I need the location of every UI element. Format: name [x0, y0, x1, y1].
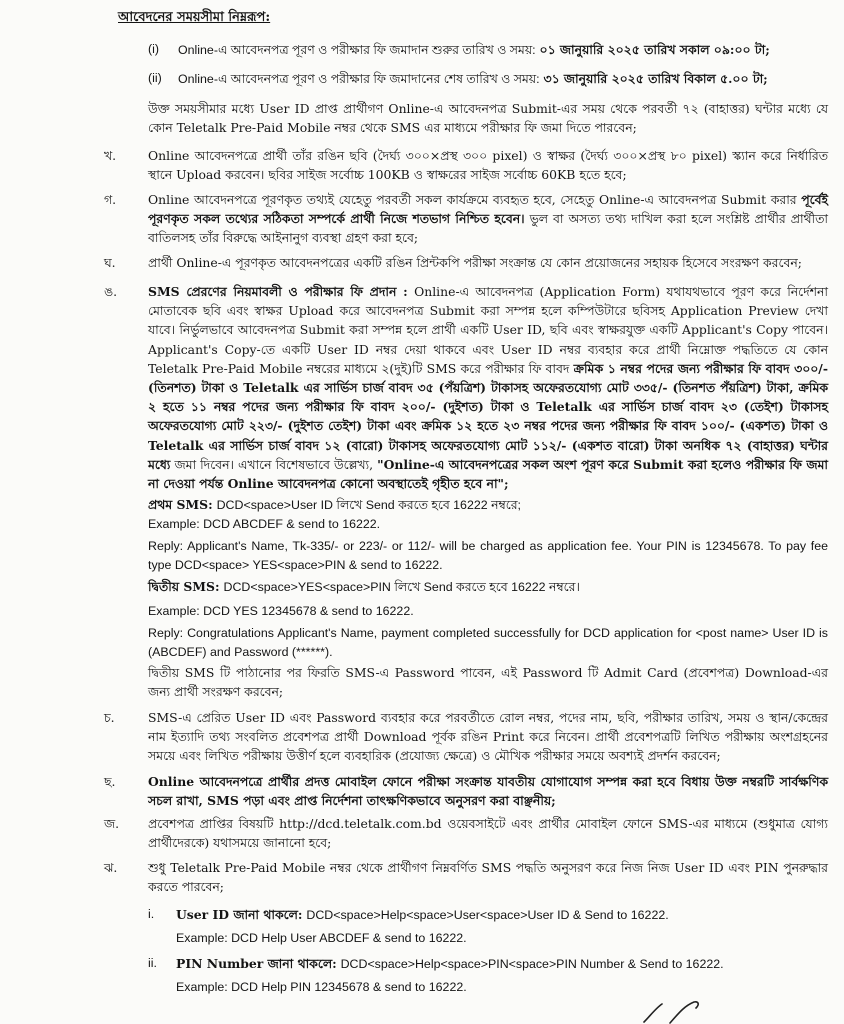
item-label-kha: খ. [104, 148, 117, 163]
timeline-text: Online-এ আবেদনপত্র পূরণ ও পরীক্ষার ফি জমাদান শুরুর তারিখ ও সময়: [178, 43, 536, 57]
item-uma [148, 282, 828, 493]
item-label-cha: চ. [104, 710, 115, 725]
item-label-ga: গ. [104, 192, 117, 207]
recovery-label: User ID জানা থাকলে: [176, 907, 303, 922]
recovery-example: Example: DCD Help PIN 12345678 & send to 16222. [176, 980, 467, 994]
timeline-num: (ii) [148, 71, 162, 85]
item-label-chha: ছ. [104, 774, 116, 789]
recovery-num: ii. [148, 956, 157, 970]
timeline-text: Online-এ আবেদনপত্র পূরণ ও পরীক্ষার ফি জমাদানের শেষ তারিখ ও সময়: [178, 72, 540, 86]
recovery-text: DCD<space>Help<space>User<space>User ID & Send to 16222. [306, 908, 669, 922]
item-label-ja: জ. [104, 816, 120, 831]
timeline-date: ৩১ জানুয়ারি ২০২৫ তারিখ বিকাল ৫.০০ টা; [543, 71, 768, 86]
item-label-jha: ঝ. [104, 860, 118, 875]
timeline-num: (i) [148, 42, 160, 56]
timeline-note: উক্ত সময়সীমার মধ্যে User ID প্রাপ্ত প্রার্থীগণ Online-এ আবেদনপত্র Submit-এর সময় থেকে পরবর্তী ৭২ (বাহাত্তর) ঘন্টার মধ্যে যে কোন Teletalk Pre-Paid Mobile নম্বর থেকে SMS এর মাধ্যমে পরীক্ষার ফি জমা দিতে পারবেন; [148, 101, 828, 135]
sms1-reply: Reply: Applicant's Name, Tk-335/- or 223/- or 112/- will be charged as application fee. Your PIN is 12345678. To pay fee type DCD<space> YES<space>PIN & send to 16222. [148, 539, 828, 572]
item-kha: Online আবেদনপত্রে প্রার্থী তাঁর রঙিন ছবি (দৈর্ঘ্য ৩০০×প্রস্থ ৩০০ pixel) ও স্বাক্ষর (দৈর্ঘ্য ৩০০×প্রস্থ ৮০ pixel) স্ক্যান করে নির্ধারিত স্থানে Upload করবেন। ছবির সাইজ সর্বোচ্চ 100KB ও স্বাক্ষরের সাইজ সর্বোচ্চ 60KB হতে হবে; [148, 148, 828, 182]
item-cha: SMS-এ প্রেরিত User ID এবং Password ব্যবহার করে পরবর্তীতে রোল নম্বর, পদের নাম, ছবি, পরীক্ষার তারিখ, সময় ও স্থান/কেন্দ্রের নাম ইত্যাদি তথ্য সংবলিত প্রবেশপত্র প্রার্থী Download পূর্বক রঙিন Print করে নিবেন। প্রার্থী প্রবেশপত্রটি লিখিত পরীক্ষায় অংশগ্রহনের সময়ে এবং লিখিত পরীক্ষায় উত্তীর্ণ হলে ব্যবহারিক (প্রযোজ্য ক্ষেত্রে) ও মৌখিক পরীক্ষার সময়ে অবশ্যই প্রদর্শন করবেন; [148, 710, 828, 763]
sms2-example: Example: DCD YES 12345678 & send to 16222. [148, 604, 414, 618]
recovery-num: i. [148, 907, 155, 921]
sms-rules-text: Online-এ আবেদনপত্র (Application Form) যথাযথভাবে পূরণ করে নির্দেশনা মোতাবেক ছবি এবং স্বাক্ষর Upload করে আবেদনপত্র Submit করা সম্পন্ন হলে কম্পিউটারে ছবিসহ Application Preview দেখা যাবে। নির্ভুলভাবে আবেদনপত্র Submit করা সম্পন্ন হলে প্রার্থী একটি User ID, ছবি এবং স্বাক্ষরযুক্ত একটি Applicant's Copy পাবেন। Applicant's Copy-তে একটি User ID নম্বর দেয়া থাকবে এবং User ID নম্বর ব্যবহার করে প্রার্থী নিম্নোক্ত পদ্ধতিতে যে কোন Teletalk Pre-Paid Mobile নম্বরের মাধ্যমে ২(দুই)টি SMS করে পরীক্ষার ফি বাবদ [148, 284, 828, 376]
item-ga [148, 190, 828, 247]
timeline-item [178, 40, 828, 60]
fee-warning: "Online-এ আবেদনপত্রের সকল অংশ পূরণ করে Submit করা হলেও পরীক্ষার ফি জমা না দেওয়া পর্যন্ত Online আবেদনপত্র কোনো অবস্থাতেই গৃহীত হবে না"; [148, 456, 828, 492]
sms2-reply: Reply: Congratulations Applicant's Name, payment completed successfully for DCD application for <post name> User ID is (ABCDEF) and Password (******). [148, 626, 828, 659]
sms1-instruction [148, 495, 828, 515]
item-label-gha: ঘ. [104, 255, 116, 270]
item-label-uma: ঙ. [104, 284, 118, 299]
section-heading: আবেদনের সময়সীমা নিম্নরূপ: [118, 10, 271, 25]
timeline-item [178, 69, 828, 89]
recovery-text: DCD<space>Help<space>PIN<space>PIN Number & Send to 16222. [340, 957, 724, 971]
recovery-pin [176, 954, 826, 974]
sms2-label: দ্বিতীয় SMS: [148, 579, 220, 594]
item-gha: প্রার্থী Online-এ পূরণকৃত আবেদনপত্রের একটি রঙিন প্রিন্টকপি পরীক্ষা সংক্রান্ত যে কোন প্রয়োজনের সহায়ক হিসেবে সংরক্ষণ করবেন; [148, 255, 802, 270]
item-jha: শুধু Teletalk Pre-Paid Mobile নম্বর থেকে প্রার্থীগণ নিম্নবর্ণিত SMS পদ্ধতি অনুসরণ করে নিজ নিজ User ID এবং PIN পুনরুদ্ধার করতে পারবেন; [148, 860, 828, 894]
signature-mark [640, 996, 730, 1024]
item-ga-text-end: ভুল বা অসত্য তথ্য দাখিল করা হলে সংশ্লিষ্ট প্রার্থীর প্রার্থীতা বাতিলসহ তাঁর বিরুদ্ধে আইনানুগ ব্যবস্থা গ্রহণ করা হবে; [148, 211, 828, 245]
recovery-example: Example: DCD Help User ABCDEF & send to 16222. [176, 931, 467, 945]
sms1-example: Example: DCD ABCDEF & send to 16222. [148, 517, 381, 531]
fee-details: ক্রমিক ১ নম্বর পদের জন্য পরীক্ষার ফি বাবদ ৩০০/- (তিনশত) টাকা ও Teletalk এর সার্ভিস চার্জ বাবদ ৩৫ (পঁয়ত্রিশ) টাকাসহ অফেরতযোগ্য মোট ৩৩৫/- (তিনশত পঁয়ত্রিশ) টাকা, ক্রমিক ২ হতে ১১ নম্বর পদের জন্য পরীক্ষার ফি বাবদ ২০০/- (দুইশত) টাকা ও Teletalk এর সার্ভিস চার্জ বাবদ ২৩ (তেইশ) টাকাসহ অফেরতযোগ্য মোট ২২৩/- (দুইশত তেইশ) টাকা এবং ক্রমিক ১২ হতে ২৩ নম্বর পদের জন্য পরীক্ষার ফি বাবদ ১০০/- (একশত) টাকা ও Teletalk এর সার্ভিস চার্জ বাবদ ১২ (বারো) টাকাসহ অফেরতযোগ্য মোট ১১২/- (একশত বারো) টাকা অনধিক ৭২ (বাহাত্তর) ঘন্টার মধ্যে [148, 360, 828, 472]
sms-rules-title: SMS প্রেরণের নিয়মাবলী ও পরীক্ষার ফি প্রদান : [148, 284, 408, 299]
recovery-label: PIN Number জানা থাকলে: [176, 956, 337, 971]
sms2-instruction [148, 577, 828, 597]
item-ja: প্রবেশপত্র প্রাপ্তির বিষয়টি http://dcd.teletalk.com.bd ওয়েবসাইটে এবং প্রার্থীর মোবাইল ফোনে SMS-এর মাধ্যমে (শুধুমাত্র যোগ্য প্রার্থীদেরকে) যথাসময়ে জানানো হবে; [148, 816, 828, 850]
recovery-user-id [176, 905, 826, 925]
sms1-label: প্রথম SMS: [148, 497, 213, 512]
sms2-note: দ্বিতীয় SMS টি পাঠানোর পর ফিরতি SMS-এ Password পাবেন, এই Password টি Admit Card (প্রবেশপত্র) Download-এর জন্য প্রার্থী সংরক্ষণ করবেন; [148, 665, 828, 699]
timeline-date: ০১ জানুয়ারি ২০২৫ তারিখ সকাল ০৯:০০ টা; [539, 42, 770, 57]
item-chha: Online আবেদনপত্রে প্রার্থীর প্রদত্ত মোবাইল ফোনে পরীক্ষা সংক্রান্ত যাবতীয় যোগাযোগ সম্পন্ন করা হবে বিধায় উক্ত নম্বরটি সার্বক্ষণিক সচল রাখা, SMS পড়া এবং প্রাপ্ত নির্দেশনা তাৎক্ষণিকভাবে অনুসরণ করা বাঞ্ছনীয়; [148, 774, 828, 808]
item-ga-text: Online আবেদনপত্রে পূরণকৃত তথ্যই যেহেতু পরবর্তী সকল কার্যক্রমে ব্যবহৃত হবে, সেহেতু Online-এ আবেদনপত্র Submit করার [148, 192, 797, 207]
item-ga-emphasis: পূর্বেই পূরণকৃত সকল তথ্যের সঠিকতা সম্পর্কে প্রার্থী নিজে শতভাগ নিশ্চিত হবেন। [148, 192, 828, 226]
sms2-text: DCD<space>YES<space>PIN লিখে Send করতে হবে 16222 নম্বরে। [223, 580, 580, 594]
sms1-text: DCD<space>User ID লিখে Send করতে হবে 16222 নম্বরে; [216, 498, 522, 512]
sms-rules-text-end: জমা দিবেন। এখানে বিশেষভাবে উল্লেখ্য, [174, 456, 374, 472]
